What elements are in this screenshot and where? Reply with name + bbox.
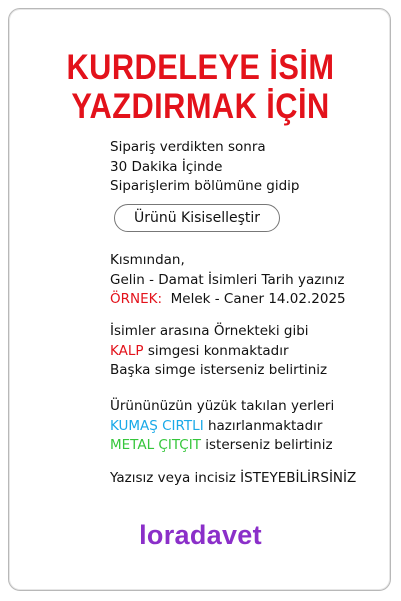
personalize-button[interactable]: Ürünü Kisiselleştir: [114, 204, 280, 232]
heart-note-line-2: [110, 342, 327, 362]
heart-note-line-2-rest: simgesi konmaktadır: [147, 342, 289, 359]
heart-note-line-1: İsimler arasına Örnekteki gibi: [110, 323, 309, 339]
example-label: ÖRNEK:: [110, 291, 163, 307]
heart-note-line-3: Başka simge isterseniz belirtiniz: [110, 362, 328, 378]
kalp-label: KALP: [110, 342, 144, 359]
brand-logo: loradavet: [139, 520, 262, 550]
kumas-label: KUMAŞ CIRTLI: [110, 417, 204, 434]
footer-note-emphasis: İSTEYEBİLİRSİNİZ: [240, 470, 357, 486]
material-note-line-2-rest: hazırlanmaktadır: [207, 417, 323, 434]
instructions-block: [110, 251, 346, 310]
intro-line-1: Sipariş verdikten sonra: [110, 139, 266, 155]
title-line-1: KURDELEYE İSİM: [66, 48, 335, 87]
footer-note-line: [110, 469, 356, 489]
example-line: [110, 290, 346, 310]
intro-block: [110, 138, 300, 197]
heart-note-block: [110, 322, 327, 381]
material-note-line-2: [110, 417, 334, 437]
instructions-line-2: Gelin - Damat İsimleri Tarih yazınız: [110, 271, 345, 288]
intro-line-3: Siparişlerim bölümüne gidip: [110, 178, 300, 194]
intro-line-2: 30 Dakika İçinde: [110, 158, 223, 175]
material-note-block: [110, 397, 334, 456]
material-note-line-3: [110, 436, 334, 456]
example-value: Melek - Caner 14.02.2025: [170, 291, 346, 307]
footer-note: [110, 469, 356, 489]
material-note-line-3-rest: isterseniz belirtiniz: [205, 437, 333, 453]
metal-label: METAL ÇITÇIT: [110, 437, 201, 453]
instructions-line-1: Kısmından,: [110, 252, 185, 268]
material-note-line-1: Ürününüzün yüzük takılan yerleri: [110, 398, 335, 414]
title-line-2: YAZDIRMAK İÇİN: [71, 87, 330, 126]
footer-note-prefix: Yazısız veya incisiz: [110, 470, 236, 486]
